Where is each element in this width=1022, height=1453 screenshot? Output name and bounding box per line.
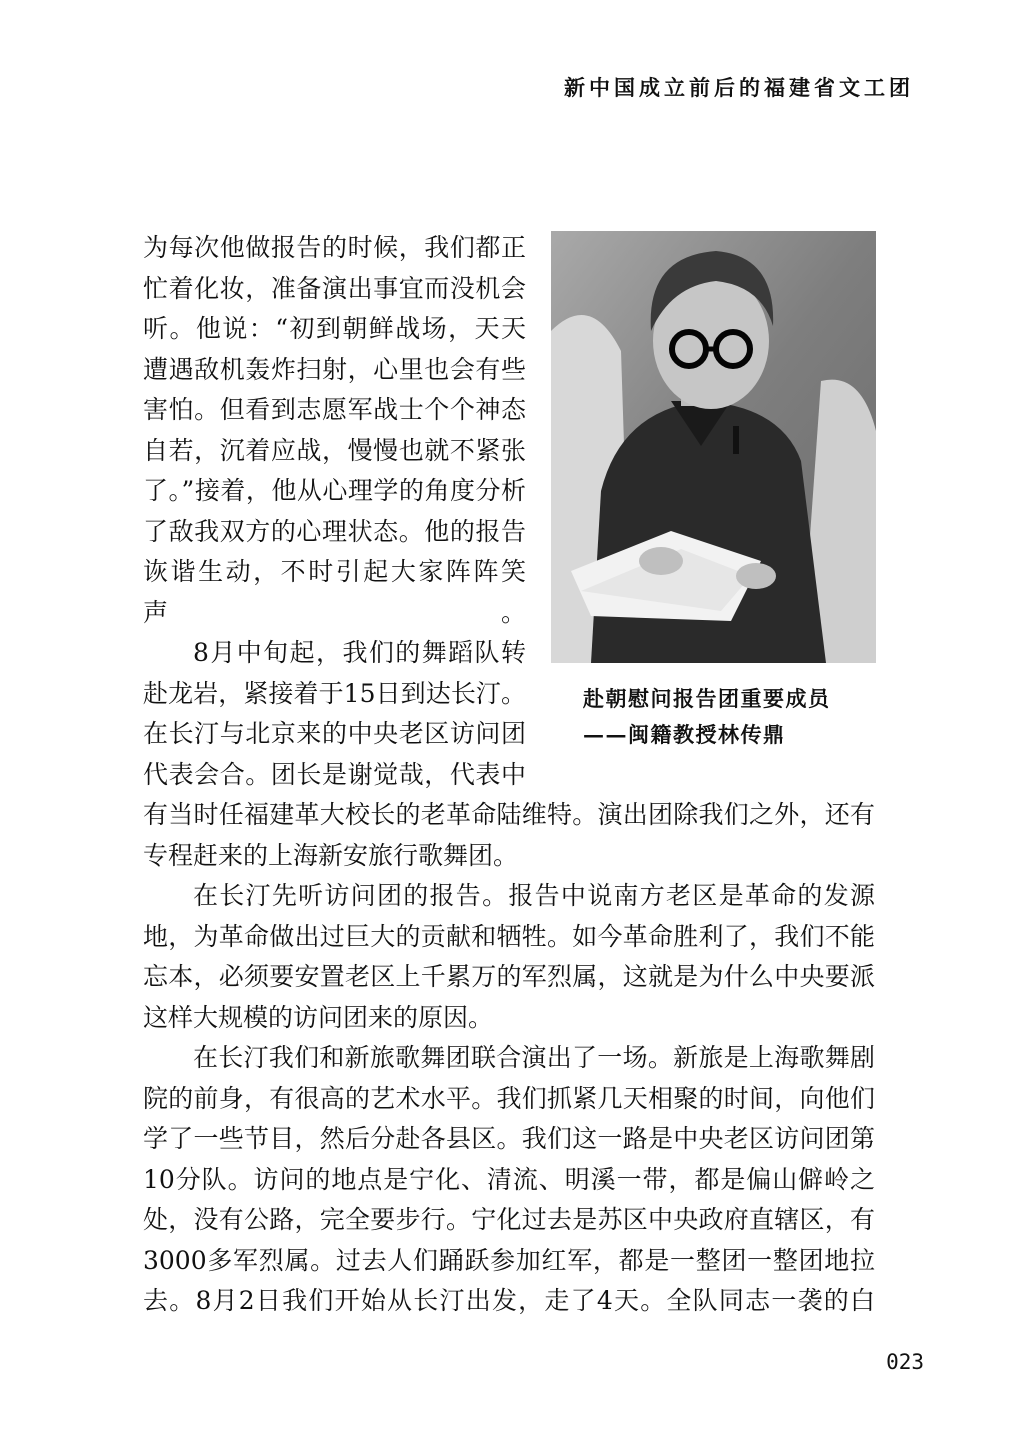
portrait-illustration xyxy=(551,231,876,663)
portrait-photo xyxy=(551,231,876,663)
paragraph-2-continued: 有当时任福建革大校长的老革命陆维特。演出团除我们之外，还有专程赶来的上海新安旅行歌舞团。 xyxy=(143,800,875,870)
photo-caption xyxy=(583,681,883,753)
paragraph-3: 在长汀先听访问团的报告。报告中说南方老区是革命的发源地，为革命做出过巨大的贡献和牺牲。如今革命胜利了，我们不能忘本，必须要安置老区上千累万的军烈属，这就是为什么中央要派这样大规模的访问团来的原因。 xyxy=(143,881,875,1032)
caption-line-2: ——闽籍教授林传鼎 xyxy=(583,722,786,747)
paragraph-2: 8月中旬起，我们的舞蹈队转赴龙岩，紧接着于15日到达长汀。在长汀与北京来的中央老区访问团代表会合。团长是谢觉哉，代表中 xyxy=(143,638,526,789)
paragraph-1: 为每次他做报告的时候，我们都正忙着化妆，准备演出事宜而没机会听。他说：“初到朝鲜战场，天天遭遇敌机轰炸扫射，心里也会有些害怕。但看到志愿军战士个个神态自若，沉着应战，慢慢也就不紧张了。”接着，他从心理学的角度分析了敌我双方的心理状态。他的报告诙谐生动，不时引起大家阵阵笑声。 xyxy=(143,233,526,627)
page-number: 023 xyxy=(886,1350,924,1374)
paragraph-4: 在长汀我们和新旅歌舞团联合演出了一场。新旅是上海歌舞剧院的前身，有很高的艺术水平。我们抓紧几天相聚的时间，向他们学了一些节目，然后分赴各县区。我们这一路是中央老区访问团第10分队。访问的地点是宁化、清流、明溪一带，都是偏山僻岭之处，没有公路，完全要步行。宁化过去是苏区中央政府直辖区，有3000多军烈属。过去人们踊跃参加红军，都是一整团一整团地拉去。8月2日我们开始从长汀出发，走了4天。全队同志一袭的白 xyxy=(143,1043,875,1315)
caption-line-1: 赴朝慰问报告团重要成员 xyxy=(583,686,831,711)
running-header: 新中国成立前后的福建省文工团 xyxy=(564,75,914,100)
